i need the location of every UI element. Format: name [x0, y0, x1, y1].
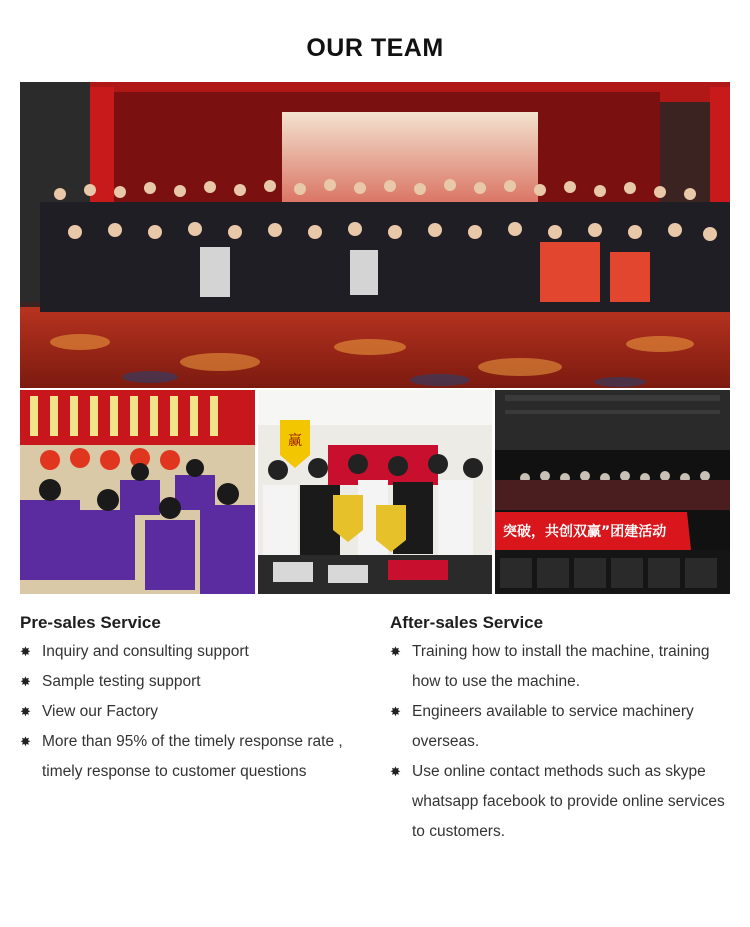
list-item: ✸ Engineers available to service machinery overseas. — [390, 697, 735, 757]
pennant-text: 赢 — [288, 433, 302, 449]
presales-heading: Pre-sales Service — [20, 613, 161, 632]
aftersales-heading: After-sales Service — [390, 613, 544, 632]
aftersales-list — [390, 637, 735, 847]
banner-text: 突破，共创双赢”团建活动 — [503, 524, 667, 540]
list-item: ✸ View our Factory — [20, 697, 365, 727]
asterisk-bullet-icon: ✸ — [20, 644, 31, 659]
presales-section — [20, 613, 365, 787]
asterisk-bullet-icon: ✸ — [20, 734, 31, 749]
asterisk-bullet-icon: ✸ — [390, 704, 401, 719]
award-ceremony-photo — [258, 390, 492, 594]
list-item: ✸ More than 95% of the timely response rate , timely response to customer questions — [20, 727, 365, 787]
list-item: ✸ Training how to install the machine, training how to use the machine. — [390, 637, 735, 697]
list-item: ✸ Inquiry and consulting support — [20, 637, 365, 667]
aftersales-section — [390, 613, 735, 847]
list-item: ✸ Use online contact methods such as skype whatsapp facebook to provide online services to customers. — [390, 757, 735, 847]
asterisk-bullet-icon: ✸ — [390, 644, 401, 659]
page-title: OUR TEAM — [306, 34, 444, 62]
asterisk-bullet-icon: ✸ — [20, 674, 31, 689]
asterisk-bullet-icon: ✸ — [20, 704, 31, 719]
team-group-photo — [20, 82, 730, 388]
list-item: ✸ Sample testing support — [20, 667, 365, 697]
team-activity-photo — [20, 390, 255, 594]
cinema-team-building-photo — [495, 390, 730, 594]
presales-list — [20, 637, 365, 787]
asterisk-bullet-icon: ✸ — [390, 764, 401, 779]
